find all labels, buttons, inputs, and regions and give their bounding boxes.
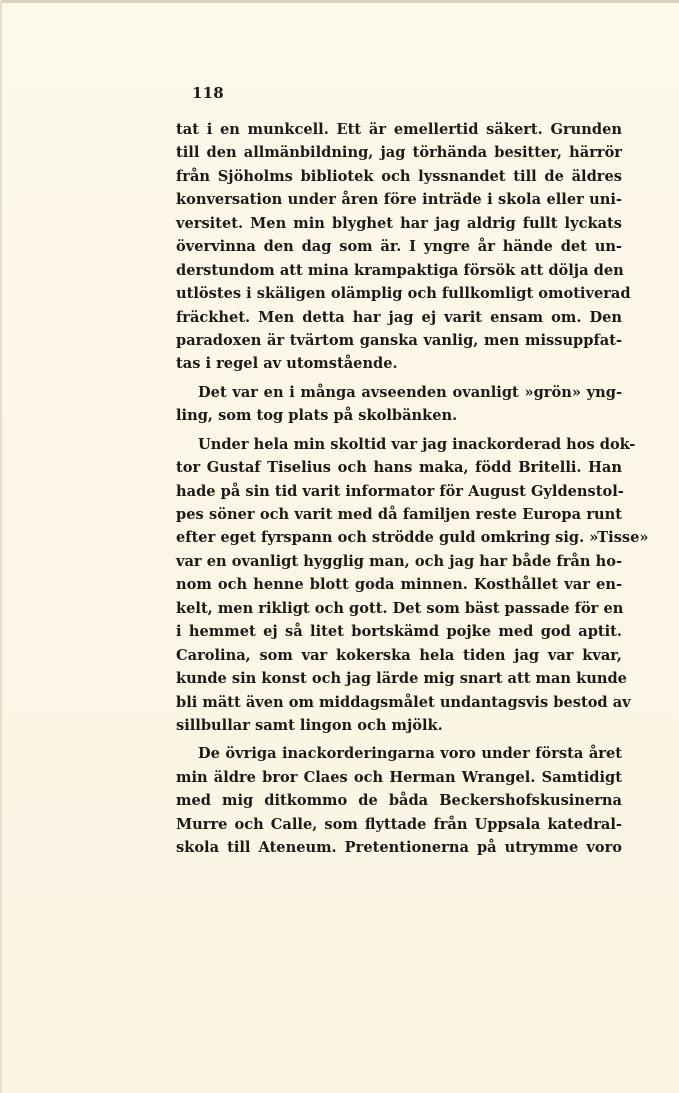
text-line: till den allmänbildning, jag törhända besitter, härrör bbox=[176, 144, 622, 162]
text-line: tas i regel av utomstående. bbox=[176, 355, 398, 373]
paragraph bbox=[176, 742, 622, 859]
text-line: versitet. Men min blyghet har jag aldrig fullt lyckats bbox=[176, 214, 622, 232]
text-line: var en ovanligt hygglig man, och jag har både från ho- bbox=[176, 552, 622, 570]
text-line: bli mätt även om middagsmålet undantagsvis bestod av bbox=[176, 693, 631, 711]
text-line: fräckhet. Men detta har jag ej varit ensam om. Den bbox=[176, 308, 622, 326]
text-line: Det var en i många avseenden ovanligt »grön» yng- bbox=[198, 383, 622, 401]
text-line: utlöstes i skäligen olämplig och fullkomligt omotiverad bbox=[176, 285, 631, 303]
text-line: konversation under åren före inträde i skola eller uni- bbox=[176, 191, 622, 209]
text-line: tor Gustaf Tiselius och hans maka, född Britelli. Han bbox=[176, 459, 622, 477]
page-left-edge bbox=[0, 0, 2, 1093]
text-line: sillbullar samt lingon och mjölk. bbox=[176, 716, 443, 734]
page-top-edge bbox=[0, 0, 679, 3]
text-line: med mig ditkommo de båda Beckershofskusinerna bbox=[176, 792, 622, 810]
text-line: min äldre bror Claes och Herman Wrangel. Samtidigt bbox=[176, 768, 622, 786]
text-line: paradoxen är tvärtom ganska vanlig, men missuppfat- bbox=[176, 331, 622, 349]
text-line: hade på sin tid varit informator för August Gyldenstol- bbox=[176, 482, 624, 500]
text-line: nom och henne blott goda minnen. Kosthållet var en- bbox=[176, 576, 622, 594]
text-line: kunde sin konst och jag lärde mig snart att man kunde bbox=[176, 670, 627, 688]
text-line: Carolina, som var kokerska hela tiden jag var kvar, bbox=[176, 646, 622, 664]
text-line: efter eget fyrspann och strödde guld omkring sig. »Tisse» bbox=[176, 529, 649, 547]
page-number: 118 bbox=[192, 84, 224, 102]
text-line: ling, som tog plats på skolbänken. bbox=[176, 407, 458, 425]
text-line: skola till Ateneum. Pretentionerna på utrymme voro bbox=[176, 839, 622, 857]
text-line: i hemmet ej så litet bortskämd pojke med god aptit. bbox=[176, 623, 622, 641]
text-line: Murre och Calle, som flyttade från Uppsala katedral- bbox=[176, 815, 622, 833]
text-line: Under hela min skoltid var jag inackorderad hos dok- bbox=[198, 435, 636, 453]
paragraph bbox=[176, 118, 631, 376]
text-line: tat i en munkcell. Ett är emellertid säkert. Grunden bbox=[176, 121, 622, 138]
text-line: kelt, men rikligt och gott. Det som bäst passade för en bbox=[176, 599, 624, 617]
text-line: De övriga inackorderingarna voro under första året bbox=[198, 745, 622, 763]
paragraph bbox=[176, 433, 649, 738]
text-line: pes söner och varit med då familjen reste Europa runt bbox=[176, 506, 622, 523]
text-line: övervinna den dag som är. I yngre år hände det un- bbox=[176, 238, 622, 256]
text-line: från Sjöholms bibliotek och lyssnandet till de äldres bbox=[176, 167, 622, 185]
body-text bbox=[176, 118, 649, 860]
text-line: derstundom att mina krampaktiga försök att dölja den bbox=[176, 261, 624, 279]
paragraph bbox=[176, 381, 622, 428]
